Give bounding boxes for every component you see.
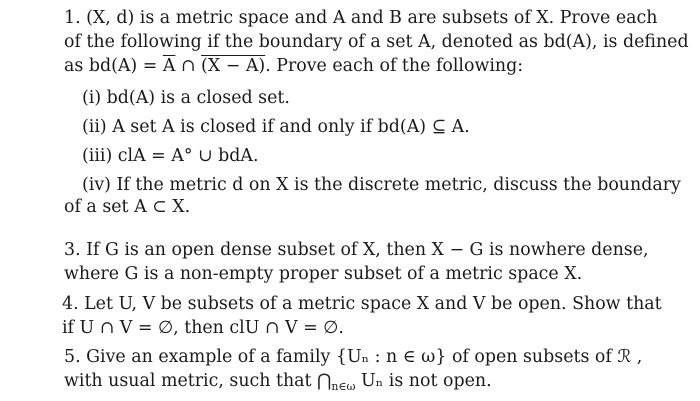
problem-1-line-2: of the following if the boundary of a set A, denoted as bd(A), is defined	[64, 32, 689, 52]
problem-1-line-3-a: as bd(A) =	[64, 56, 163, 76]
intersection-symbol: ∩	[175, 56, 202, 76]
problem-5-line-1: 5. Give an example of a family {Uₙ : n ∈ ω} of open subsets of ℛ ,	[64, 347, 643, 367]
problem-4-line-2: if U ∩ V = ∅, then clU ∩ V = ∅.	[62, 318, 344, 338]
problem-5-line-2-b: Uₙ is not open.	[355, 371, 492, 391]
problem-1-line-3	[64, 54, 523, 79]
problem-4-line-1: 4. Let U, V be subsets of a metric space X and V be open. Show that	[62, 294, 662, 314]
problem-1-item-iv-line-1: (iv) If the metric d on X is the discrete metric, discuss the boundary	[82, 175, 681, 195]
problem-1-line-3-c: . Prove each of the following:	[265, 56, 524, 76]
problem-5-line-2-a: with usual metric, such that ⋂	[64, 371, 332, 391]
problem-1-item-iii: (iii) clA = A° ∪ bdA.	[82, 146, 259, 166]
problem-1-item-ii: (ii) A set A is closed if and only if bd(A) ⊆ A.	[82, 117, 470, 137]
problem-5-line-2	[64, 369, 492, 399]
closure-of-x-minus-a: (X − A)	[201, 56, 266, 76]
closure-of-a: $\overline{A}$	[162, 56, 176, 76]
problem-1-item-i: (i) bd(A) is a closed set.	[82, 88, 290, 108]
problem-1-line-1: 1. (X, d) is a metric space and A and B are subsets of X. Prove each	[64, 8, 658, 28]
intersection-index: n∈ω	[331, 380, 356, 393]
problem-3-line-2: where G is a non-empty proper subset of a metric space X.	[64, 264, 583, 284]
problem-1-item-iv-line-2: of a set A ⊂ X.	[64, 197, 191, 217]
problem-3-line-1: 3. If G is an open dense subset of X, then X − G is nowhere dense,	[64, 240, 649, 260]
